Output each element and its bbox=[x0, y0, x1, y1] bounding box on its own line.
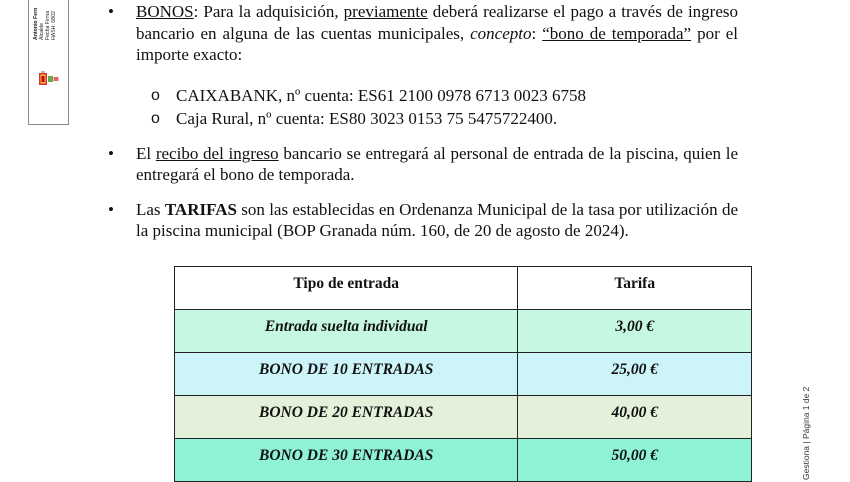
bullet-marker: • bbox=[108, 143, 114, 163]
bonos-text-1: : Para la adquisición, bbox=[193, 2, 344, 21]
account-item-caixabank bbox=[151, 84, 738, 107]
document-body bbox=[108, 0, 738, 242]
previamente-word: previamente bbox=[343, 2, 428, 21]
bullet-tarifas bbox=[108, 199, 738, 242]
table-header-row bbox=[175, 267, 752, 310]
tarifas-text-2: son las establecidas en Ordenanza Municipal de la tasa por utilización de la piscina municipal (BOP Granada núm. 160, de 20 de agosto de 2024). bbox=[136, 199, 739, 240]
signature-text bbox=[33, 0, 65, 40]
bullet-marker: • bbox=[108, 2, 114, 21]
tarifa-text: 40,00 € bbox=[611, 404, 658, 421]
page-indicator: Gestiona | Página 1 de 2 bbox=[801, 386, 811, 480]
tarifa-text: 50,00 € bbox=[611, 447, 658, 464]
bonos-text-2: deberá realizarse el pago a través de ingreso bancario en alguna de las cuentas municipales, bbox=[136, 2, 739, 43]
cell-tipo bbox=[175, 310, 518, 353]
sub-bullet-marker: o bbox=[151, 86, 160, 104]
account-text: CAIXABANK, nº cuenta: ES61 2100 0978 6713 0023 6758 bbox=[176, 85, 586, 105]
bonos-term: BONOS bbox=[136, 2, 194, 21]
concepto-word: concepto bbox=[470, 23, 532, 43]
bonos-text-3: : bbox=[531, 23, 543, 43]
tipo-text: BONO DE 10 ENTRADAS bbox=[259, 361, 434, 378]
tarifa-text: 25,00 € bbox=[611, 361, 658, 378]
recibo-underlined: recibo del ingreso bbox=[155, 143, 279, 163]
signature-line-1: Antonio Fern bbox=[33, 7, 39, 40]
signature-line-3: Fecha Firma bbox=[45, 10, 51, 40]
bullet-marker: • bbox=[108, 199, 114, 219]
tipo-text: BONO DE 30 ENTRADAS bbox=[259, 447, 434, 464]
bullet-bonos bbox=[108, 1, 738, 66]
tarifas-term: TARIFAS bbox=[164, 199, 237, 219]
cell-tarifa bbox=[518, 439, 752, 482]
bank-accounts-list bbox=[151, 84, 738, 130]
signature-line-4: HASH: 6802 bbox=[51, 11, 57, 40]
table-row bbox=[175, 310, 752, 353]
cell-tipo bbox=[175, 396, 518, 439]
cell-tipo bbox=[175, 439, 518, 482]
page-footer-vertical bbox=[801, 386, 813, 480]
cell-tarifa bbox=[518, 353, 752, 396]
cell-tarifa bbox=[518, 310, 752, 353]
table-row bbox=[175, 353, 752, 396]
municipal-seal-icon bbox=[38, 70, 60, 88]
signature-stamp bbox=[28, 0, 69, 125]
header-tarifa: Tarifa bbox=[518, 267, 752, 310]
bonos-text-4: por el importe exacto: bbox=[136, 23, 738, 64]
account-item-caja-rural bbox=[151, 107, 738, 130]
tarifa-text: 3,00 € bbox=[615, 318, 655, 335]
signature-line-2: Alcalde bbox=[39, 22, 45, 40]
cell-tipo bbox=[175, 353, 518, 396]
tipo-text: Entrada suelta individual bbox=[264, 318, 428, 335]
tarifas-table bbox=[174, 266, 752, 482]
concept-value: “bono de temporada” bbox=[542, 23, 692, 43]
table-row bbox=[175, 439, 752, 482]
tarifas-text-1: Las bbox=[136, 199, 165, 219]
header-tipo-entrada: Tipo de entrada bbox=[175, 267, 518, 310]
tipo-text: BONO DE 20 ENTRADAS bbox=[259, 404, 434, 421]
cell-tarifa bbox=[518, 396, 752, 439]
recibo-text-2: bancario se entregará al personal de entrada de la piscina, quien le entregará el bono de temporada. bbox=[136, 143, 738, 184]
recibo-text-1: El bbox=[136, 143, 156, 163]
bullet-recibo bbox=[108, 143, 738, 186]
account-text: Caja Rural, nº cuenta: ES80 3023 0153 75 5475722400. bbox=[176, 108, 558, 128]
table-row bbox=[175, 396, 752, 439]
sub-bullet-marker: o bbox=[151, 109, 160, 127]
